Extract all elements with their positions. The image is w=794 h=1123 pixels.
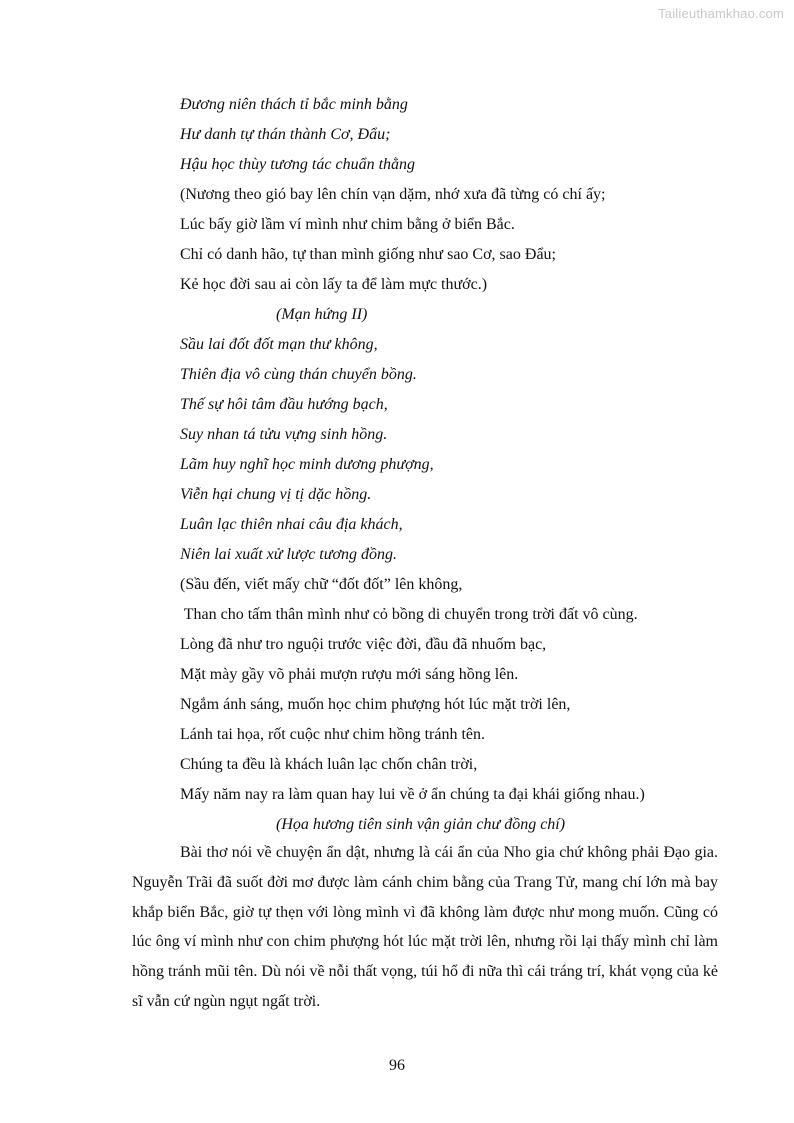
poem2-line: Viễn hại chung vị tị dặc hồng. bbox=[180, 486, 372, 503]
page-number: 96 bbox=[389, 1057, 405, 1074]
poem2-translation-line: Mặt mày gầy võ phải mượn rượu mới sáng hồng lên. bbox=[180, 666, 519, 683]
commentary-paragraph: Bài thơ nói về chuyện ẩn dật, nhưng là cái ẩn của Nho gia chứ không phải Đạo gia. Nguyễn Trãi đã suốt đời mơ được làm cánh chim bằng của Trang Tử, mang chí lớn mà bay khắp biển Bắc, giờ tự thẹn với lòng mình vì đã không làm được như mong muốn. Cũng có lúc ông ví mình như con chim phượng hót lúc mặt trời lên, nhưng rồi lại thấy mình chỉ làm hồng tránh mũi tên. Dù nói về nỗi thất vọng, túi hổ đi nữa thì cái tráng trí, khát vọng của kẻ sĩ vẫn cứ ngùn ngụt ngất trời. bbox=[132, 844, 718, 1010]
poem2-line: Sầu lai đốt đốt mạn thư không, bbox=[180, 336, 378, 353]
poem1-translation-line: Kẻ học đời sau ai còn lấy ta để làm mực thước.) bbox=[180, 276, 488, 293]
poem1-translation-line: (Nương theo gió bay lên chín vạn dặm, nhớ xưa đã từng có chí ấy; bbox=[180, 186, 606, 203]
watermark: Tailieuthamkhao.com bbox=[658, 6, 784, 21]
poem1-line: Đương niên thách tỉ bắc minh bằng bbox=[180, 96, 408, 113]
poem1-translation-line: Chỉ có danh hão, tự than mình giống như sao Cơ, sao Đẩu; bbox=[180, 246, 556, 263]
poem2-line: Thế sự hôi tâm đầu hướng bạch, bbox=[180, 396, 388, 413]
poem2-line: Luân lạc thiên nhai câu địa khách, bbox=[180, 516, 403, 533]
poem2-line: Thiên địa vô cùng thán chuyển bồng. bbox=[180, 366, 417, 383]
poem2-line: Niên lai xuất xử lược tương đồng. bbox=[180, 546, 398, 563]
poem2-translation-line: Chúng ta đều là khách luân lạc chốn chân trời, bbox=[180, 756, 478, 773]
poem2-translation-line: Ngắm ánh sáng, muốn học chim phượng hót lúc mặt trời lên, bbox=[180, 696, 571, 713]
poem2-line: Lãm huy nghĩ học minh dương phượng, bbox=[180, 456, 434, 473]
poem1-line: Hậu học thùy tương tác chuẩn thằng bbox=[180, 156, 416, 173]
poem2-translation-line: Mấy năm nay ra làm quan hay lui về ở ẩn chúng ta đại khái giống nhau.) bbox=[180, 786, 645, 803]
poem2-line: Suy nhan tá tửu vựng sinh hồng. bbox=[180, 426, 388, 443]
poem2-translation-line: Than cho tấm thân mình như cỏ bồng di chuyển trong trời đất vô cùng. bbox=[180, 606, 638, 623]
poem1-caption: (Mạn hứng II) bbox=[276, 306, 368, 323]
poem2-translation-line: Lánh tai họa, rốt cuộc như chim hồng tránh tên. bbox=[180, 726, 486, 743]
poem2-translation-line: Lòng đã như tro nguội trước việc đời, đầu đã nhuốm bạc, bbox=[180, 636, 547, 653]
poem1-translation-line: Lúc bấy giờ lầm ví mình như chim bằng ở biển Bắc. bbox=[180, 216, 515, 233]
poem2-caption: (Họa hương tiên sinh vận giản chư đồng chí) bbox=[276, 816, 566, 833]
poem2-translation-line: (Sầu đến, viết mấy chữ “đốt đốt” lên không, bbox=[180, 576, 463, 593]
poem1-line: Hư danh tự thán thành Cơ, Đẩu; bbox=[180, 126, 391, 143]
